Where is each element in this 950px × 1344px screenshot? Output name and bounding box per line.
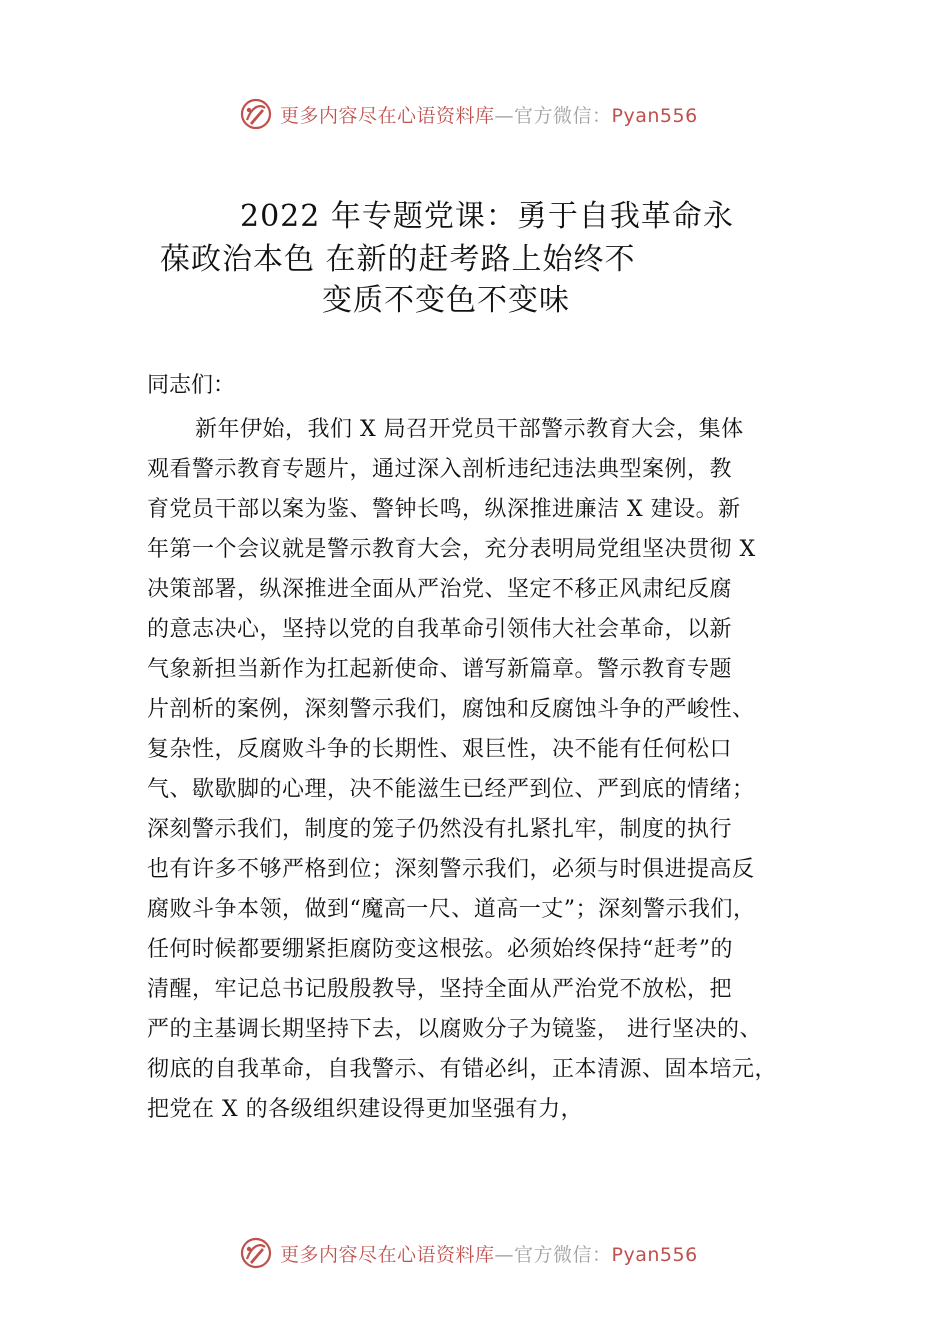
watermark-wechat-id: Pyan556 <box>611 104 698 127</box>
footer-watermark <box>238 1233 758 1273</box>
body-line: 决策部署，纵深推进全面从严治党、坚定不移正风肃纪反腐 <box>147 577 733 602</box>
watermark-text <box>280 101 698 128</box>
document-title-line-1: 2022 年专题党课：勇于自我革命永 <box>240 199 734 234</box>
watermark-wechat-label: 官方微信： <box>514 104 612 127</box>
body-line: 任何时候都要绷紧拒腐防变这根弦。必须始终保持“赶考”的 <box>147 937 733 962</box>
watermark-wechat-id: Pyan556 <box>611 1243 698 1266</box>
body-line: 的意志决心，坚持以党的自我革命引领伟大社会革命，以新 <box>147 617 733 642</box>
watermark-wechat-label: 官方微信： <box>514 1243 612 1266</box>
greeting: 同志们： <box>147 373 236 398</box>
body-line: 气、歇歇脚的心理，决不能滋生已经严到位、严到底的情绪； <box>147 777 755 802</box>
document-title-line-3: 变质不变色不变味 <box>322 283 570 318</box>
body-line: 彻底的自我革命，自我警示、有错必纠，正本清源、固本培元， <box>147 1057 778 1082</box>
pen-swirl-logo-icon <box>238 96 274 132</box>
body-line: 腐败斗争本领，做到“魔高一尺、道高一丈”；深刻警示我们， <box>147 897 756 922</box>
body-line: 把党在 X 的各级组织建设得更加坚强有力， <box>147 1097 584 1122</box>
body-line: 也有许多不够严格到位；深刻警示我们，必须与时俱进提高反 <box>147 857 755 882</box>
watermark-brand: 更多内容尽在心语资料库 <box>280 104 495 127</box>
body-line: 观看警示教育专题片，通过深入剖析违纪违法典型案例，教 <box>147 457 733 482</box>
watermark-separator: — <box>494 1243 515 1266</box>
body-line: 新年伊始，我们 X 局召开党员干部警示教育大会，集体 <box>195 417 744 442</box>
body-line: 深刻警示我们，制度的笼子仍然没有扎紧扎牢，制度的执行 <box>147 817 733 842</box>
watermark-text <box>280 1240 698 1267</box>
body-line: 清醒，牢记总书记殷殷教导，坚持全面从严治党不放松，把 <box>147 977 733 1002</box>
watermark-separator: — <box>494 104 515 127</box>
body-line: 片剖析的案例，深刻警示我们，腐蚀和反腐蚀斗争的严峻性、 <box>147 697 755 722</box>
watermark-brand: 更多内容尽在心语资料库 <box>280 1243 495 1266</box>
pen-swirl-logo-icon <box>238 1235 274 1271</box>
header-watermark <box>238 94 758 134</box>
body-line: 严的主基调长期坚持下去，以腐败分子为镜鉴， 进行坚决的、 <box>147 1017 762 1042</box>
body-paragraph <box>147 410 847 1130</box>
document-title-line-2: 葆政治本色 在新的赶考路上始终不 <box>160 242 636 277</box>
body-line: 年第一个会议就是警示教育大会，充分表明局党组坚决贯彻 X <box>147 537 756 562</box>
body-line: 复杂性，反腐败斗争的长期性、艰巨性，决不能有任何松口 <box>147 737 733 762</box>
body-line: 气象新担当新作为扛起新使命、谱写新篇章。警示教育专题 <box>147 657 733 682</box>
body-line: 育党员干部以案为鉴、警钟长鸣，纵深推进廉洁 X 建设。新 <box>147 497 741 522</box>
